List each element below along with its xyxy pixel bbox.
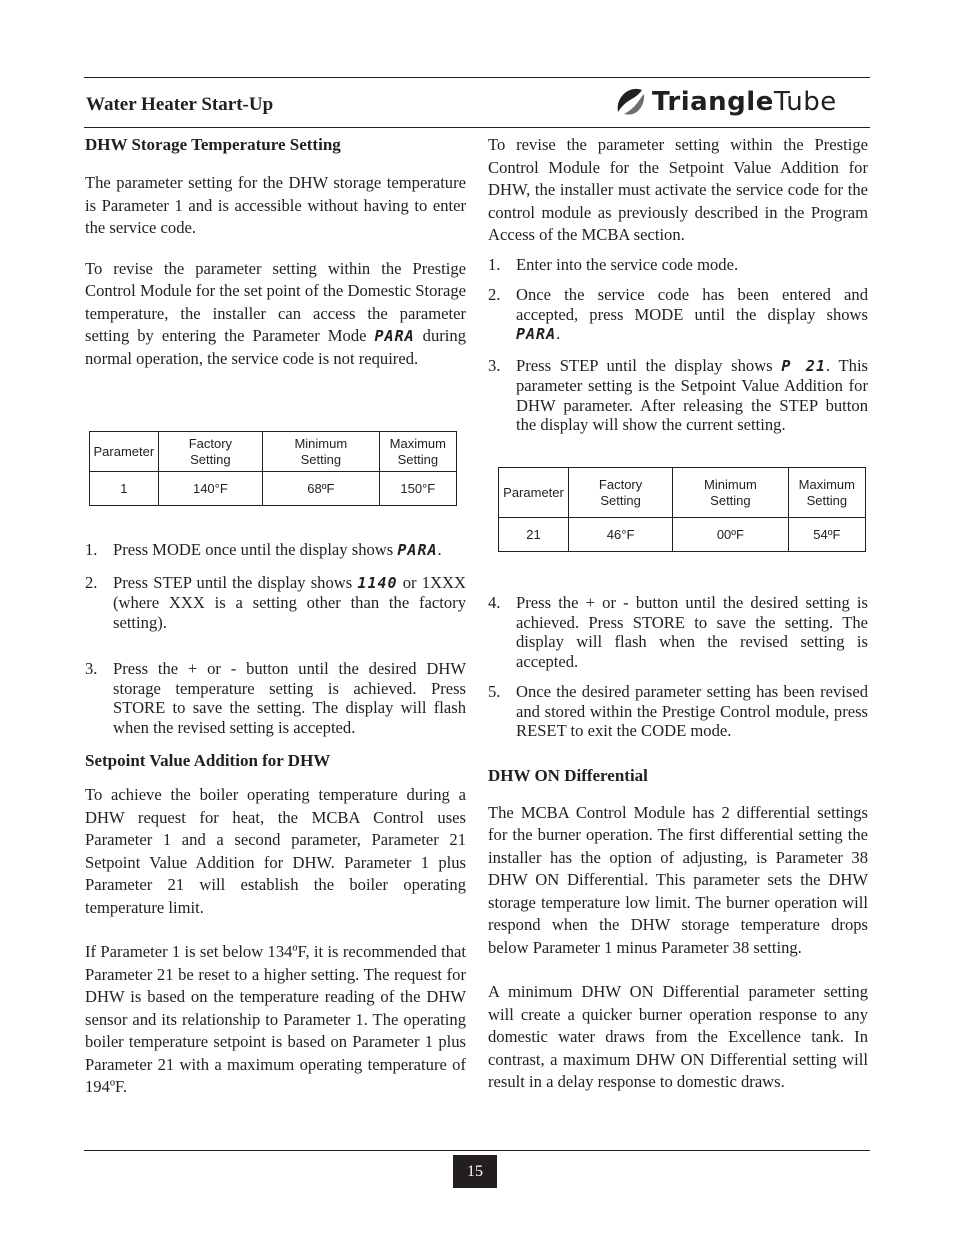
paragraph: The parameter setting for the DHW storage temperature is Parameter 1 and is accessible without having to enter the service code. xyxy=(85,173,466,237)
paragraph: If Parameter 1 is set below 134ºF, it is recommended that Parameter 21 be reset to a higher setting. The request for DHW is based on the temperature reading of the DHW sensor and its relationship to Parameter 1. The operating boiler temperature setpoint is based on Parameter 1 plus Parameter 21 with a maximum operating temperature of 194ºF. xyxy=(85,942,466,1096)
section-title: Water Heater Start-Up xyxy=(86,94,274,115)
brand-logo xyxy=(614,86,864,118)
table-header: Minimum Setting xyxy=(673,468,788,518)
logo-wordmark: TriangleTube xyxy=(652,87,837,117)
table-cell: 140°F xyxy=(158,472,262,506)
list-item: 1. Enter into the service code mode. xyxy=(488,254,739,274)
table-header: Minimum Setting xyxy=(263,432,380,472)
list-item: 4. Press the + or - button until the desired setting is achieved. Press STORE to save the setting. The display will flash when the revised setting is accepted. xyxy=(488,593,868,671)
heading-dhw-storage: DHW Storage Temperature Setting xyxy=(85,135,341,154)
left-steps xyxy=(85,540,466,1099)
footer-rule xyxy=(84,1150,870,1151)
heading-setpoint-addition: Setpoint Value Addition for DHW xyxy=(85,751,331,770)
table-cell: 46°F xyxy=(569,518,673,552)
table-header: Maximum Setting xyxy=(379,432,456,472)
list-item: 5. Once the desired parameter setting has been revised and stored within the Prestige Control module, press RESET to exit the CODE mode. xyxy=(488,682,868,740)
parameter-table xyxy=(498,467,866,552)
table-header: Factory Setting xyxy=(158,432,262,472)
lcd-display-text: 1140 xyxy=(357,573,398,592)
paragraph: To revise the parameter setting within the Prestige Control Module for the set point of the Domestic Storage temperature, the installer can access the parameter setting by entering the Parameter Mode PARA during normal operation, the service code is not required. xyxy=(85,258,466,368)
table-header: Parameter xyxy=(90,432,159,472)
lcd-display-text: PARA xyxy=(374,327,415,345)
table-cell: 150°F xyxy=(379,472,456,506)
table-cell: 1 xyxy=(90,472,159,506)
table-cell: 68ºF xyxy=(263,472,380,506)
triangle-tube-logo-icon xyxy=(614,86,646,118)
parameter-table xyxy=(89,431,457,506)
lcd-display-text: PARA xyxy=(397,541,438,559)
lcd-display-text: PARA xyxy=(516,325,557,343)
table-cell: 00ºF xyxy=(673,518,788,552)
paragraph: The MCBA Control Module has 2 differential settings for the burner operation. The first differential setting the installer has the option of adjusting, is Parameter 38 DHW ON Differential. This parameter sets the DHW storage temperature low limit. The burner operation will respond when the DHW storage temperature drops below Parameter 1 minus Parameter 38 setting. xyxy=(488,802,868,957)
paragraph: To revise the parameter setting within the Prestige Control Module for the Setpoint Value Addition for DHW, the installer must activate the service code for the control module as previously described in the Program Access of the MCBA section. xyxy=(488,135,868,244)
right-steps xyxy=(488,593,868,1094)
table-header: Parameter xyxy=(499,468,569,518)
paragraph: To achieve the boiler operating temperature during a DHW request for heat, the MCBA Control uses Parameter 1 and a second parameter, Parameter 21 Setpoint Value Addition for DHW. Parameter 1 plus Parameter 21 will establish the boiler operating temperature limit. xyxy=(85,785,466,917)
list-item: 3. Press the + or - button until the desired DHW storage temperature setting is achieved. Press STORE to save the setting. The display will flash when the revised setting is accepted. xyxy=(85,659,466,737)
left-column xyxy=(85,134,466,370)
lcd-display-text: P 21 xyxy=(781,356,826,375)
heading-dhw-on-differential: DHW ON Differential xyxy=(488,765,648,785)
table-header: Maximum Setting xyxy=(788,468,865,518)
table-header: Factory Setting xyxy=(569,468,673,518)
right-column xyxy=(488,134,868,435)
paragraph: A minimum DHW ON Differential parameter setting will create a quicker burner operation response to any domestic water draws from the Excellence tank. In contrast, a maximum DHW ON Differential setting will result in a delay response to domestic draws. xyxy=(488,982,868,1091)
header-rule xyxy=(84,127,870,128)
list-item: 1. Press MODE once until the display shows PARA. xyxy=(85,540,442,559)
list-item: 2. Once the service code has been entered and accepted, press MODE until the display shows PARA. xyxy=(488,285,868,343)
table-cell: 21 xyxy=(499,518,569,552)
list-item: 3. Press STEP until the display shows P 21. This parameter setting is the Setpoint Value Addition for DHW parameter. After releasing the STEP button the display will show the current setting. xyxy=(488,355,869,434)
table-cell: 54ºF xyxy=(788,518,865,552)
top-rule xyxy=(84,77,870,78)
page-number: 15 xyxy=(453,1155,497,1188)
list-item: 2. Press STEP until the display shows 1140 or 1XXX (where XXX is a setting other than the factory setting). xyxy=(85,572,466,632)
